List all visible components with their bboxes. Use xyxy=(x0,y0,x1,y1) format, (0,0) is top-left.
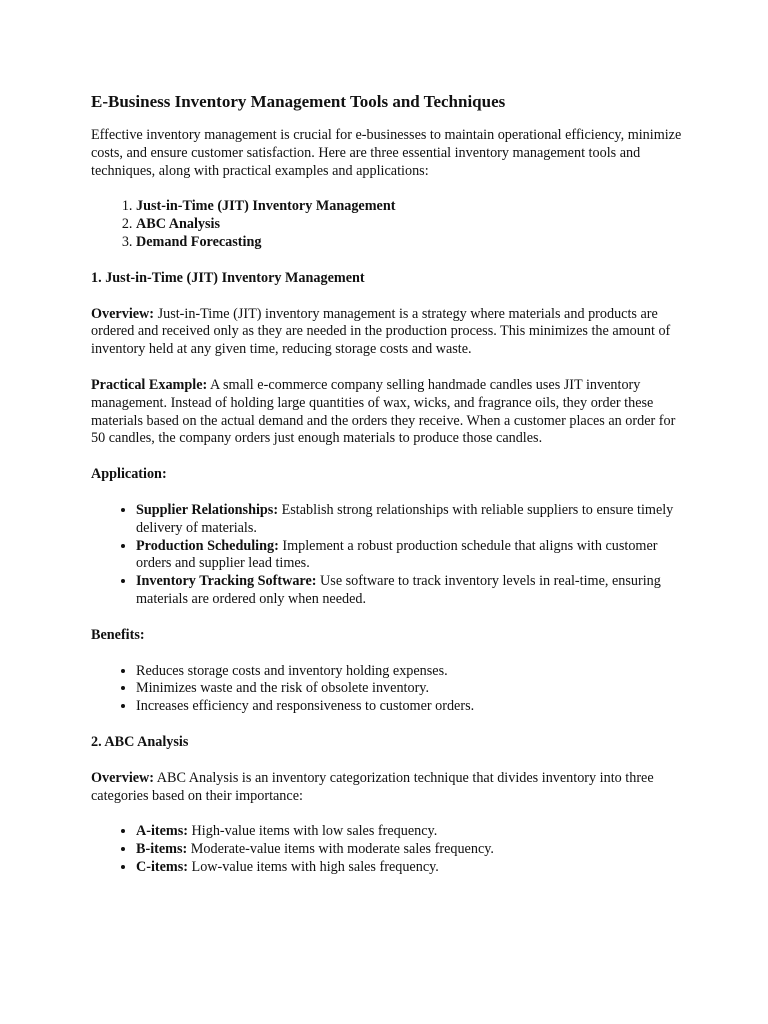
list-item-label: B-items: xyxy=(136,841,188,858)
toc-item-label: Demand Forecasting xyxy=(136,233,262,250)
benefits-list xyxy=(91,663,691,716)
list-item-text: Low-value items with high sales frequency. xyxy=(188,858,439,875)
toc-item xyxy=(136,198,691,216)
list-item: • Minimizes waste and the risk of obsolete inventory. xyxy=(136,680,691,698)
overview-label: Overview: xyxy=(91,305,155,322)
document-page xyxy=(91,92,691,895)
example-text: A small e-commerce company selling handmade candles uses JIT inventory management. Instead of holding large quantities of wax, wicks, and fragrance oils, they order these materials based on the actual demand and the orders they receive. When a customer places an order for 50 candles, the company orders just enough materials to produce those candles. xyxy=(91,376,676,447)
list-item-text: High-value items with low sales frequency. xyxy=(188,823,438,840)
list-item-label: Inventory Tracking Software: xyxy=(136,573,317,590)
jit-overview-paragraph xyxy=(91,306,691,359)
toc-list xyxy=(91,198,691,251)
list-item-label: Supplier Relationships: xyxy=(136,501,279,518)
benefits-heading xyxy=(91,627,691,645)
toc-item xyxy=(136,234,691,252)
benefits-heading-text: Benefits: xyxy=(91,626,145,643)
list-item xyxy=(136,823,691,841)
jit-example-paragraph xyxy=(91,377,691,448)
list-item-label: Production Scheduling: xyxy=(136,537,279,554)
list-item-text: Use software to track inventory levels in real-time, ensuring materials are ordered only when needed. xyxy=(136,573,661,607)
toc-item xyxy=(136,216,691,234)
list-item xyxy=(136,573,691,609)
list-item xyxy=(136,841,691,859)
list-item-text: Moderate-value items with moderate sales frequency. xyxy=(187,841,494,858)
overview-label: Overview: xyxy=(91,769,155,786)
list-item-label: C-items: xyxy=(136,858,188,875)
abc-overview-paragraph xyxy=(91,770,691,806)
section-heading-abc: 2. ABC Analysis xyxy=(91,733,189,750)
list-item xyxy=(136,538,691,574)
toc-item-label: Just-in-Time (JIT) Inventory Management xyxy=(136,198,396,215)
list-item-text: Implement a robust production schedule that aligns with customer orders and supplier lead times. xyxy=(136,537,658,572)
list-item-label: A-items: xyxy=(136,823,188,840)
abc-items-list xyxy=(91,823,691,876)
application-heading xyxy=(91,466,691,484)
example-label: Practical Example: xyxy=(91,376,208,393)
list-item xyxy=(136,502,691,538)
list-item-text: Establish strong relationships with reliable suppliers to ensure timely delivery of materials. xyxy=(136,501,674,536)
document-title: E-Business Inventory Management Tools and Techniques xyxy=(91,92,506,111)
list-item: • Reduces storage costs and inventory holding expenses. xyxy=(136,663,691,681)
overview-text: ABC Analysis is an inventory categorization technique that divides inventory into three categories based on their importance: xyxy=(91,769,654,804)
overview-text: Just-in-Time (JIT) inventory management is a strategy where materials and products are ordered and received only as they are needed in the production process. This minimizes the amount of inventory held at any given time, reducing storage costs and waste. xyxy=(91,305,671,358)
application-heading-text: Application: xyxy=(91,466,167,483)
toc-item-label: ABC Analysis xyxy=(136,216,220,233)
application-list xyxy=(91,502,691,609)
list-item: • Increases efficiency and responsiveness to customer orders. xyxy=(136,698,691,716)
section-heading-jit: 1. Just-in-Time (JIT) Inventory Management xyxy=(91,269,365,286)
list-item xyxy=(136,859,691,877)
intro-paragraph: Effective inventory management is crucial for e-businesses to maintain operational efficiency, minimize costs, and ensure customer satisfaction. Here are three essential inventory management tools and techniques, along with practical examples and applications: xyxy=(91,127,682,179)
